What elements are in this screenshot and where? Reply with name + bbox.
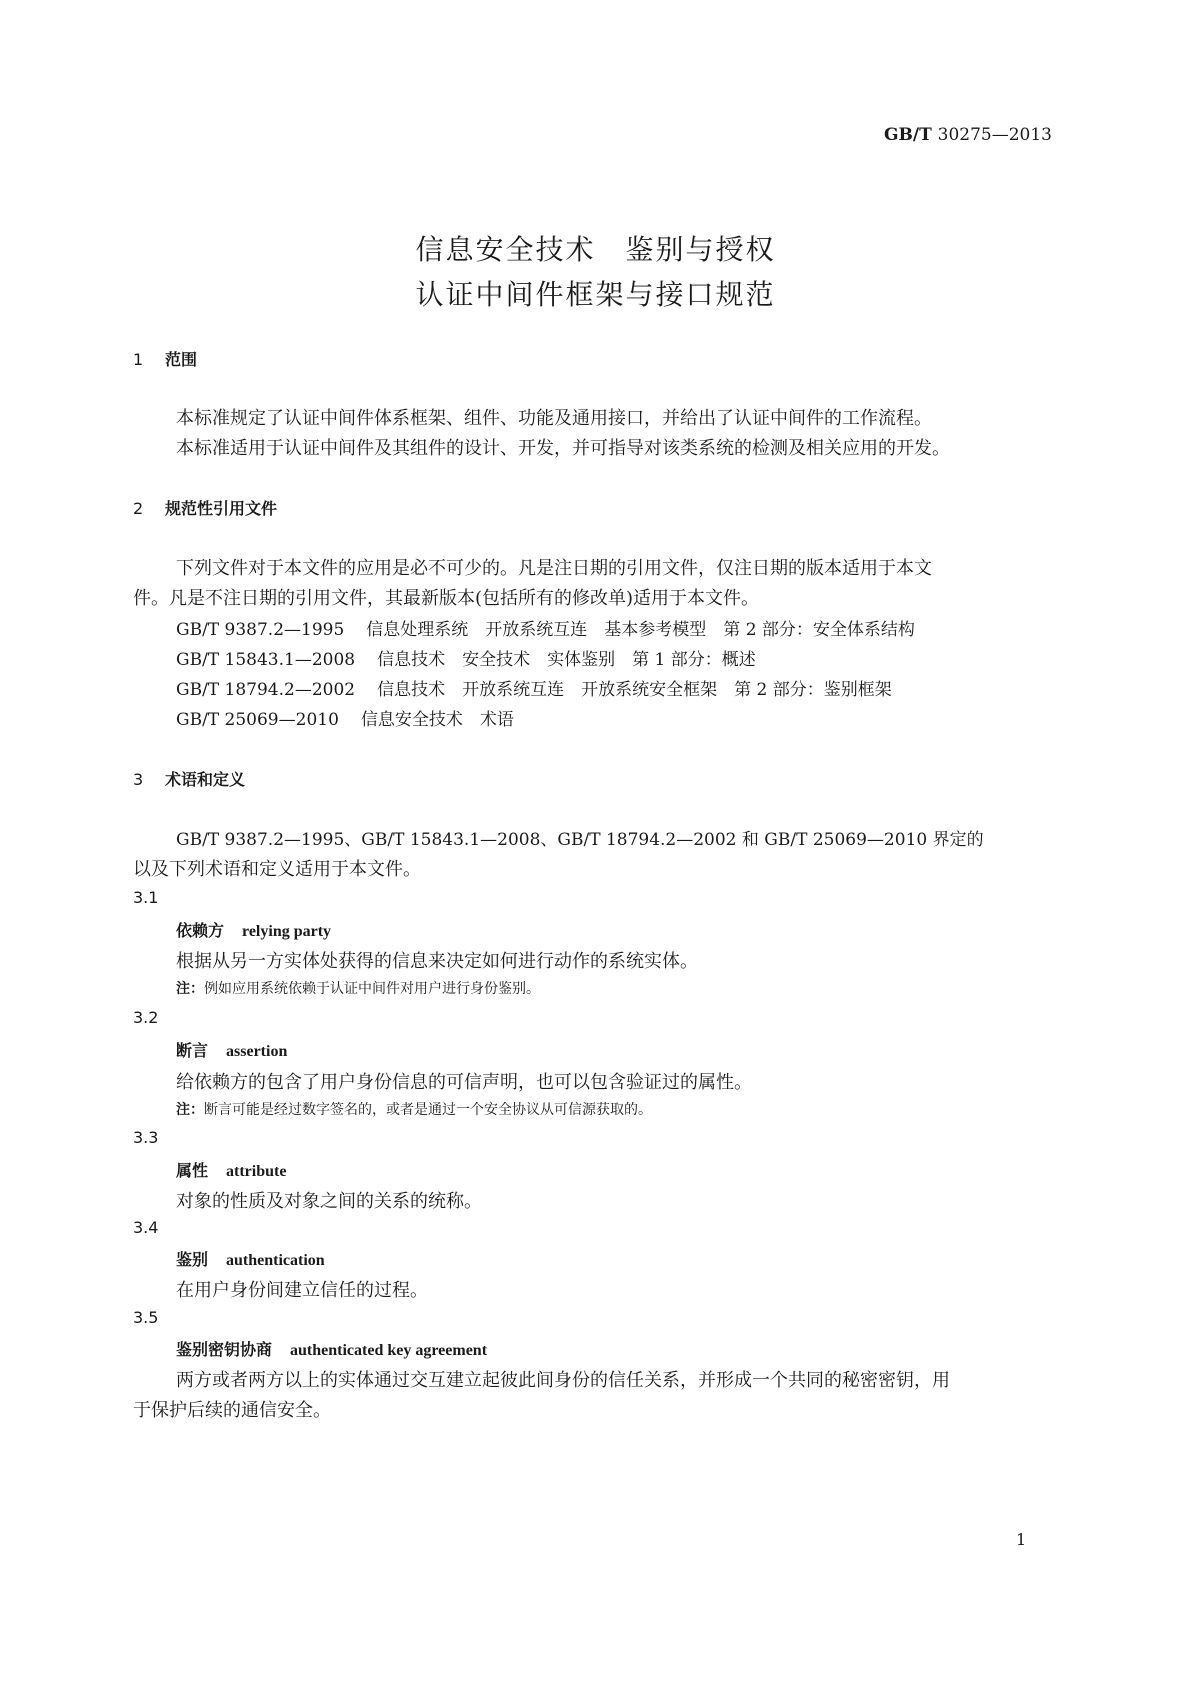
standard-code: [884, 125, 1052, 145]
term-zh: 依赖方: [176, 921, 225, 940]
term-en: authenticated key agreement: [290, 1342, 488, 1359]
standard-number: 30275—2013: [937, 125, 1052, 145]
note-label: 注：: [176, 1102, 204, 1118]
term-number: 3.2: [133, 1008, 159, 1027]
term-heading: [176, 1247, 325, 1270]
paragraph: 本标准规定了认证中间件体系框架、组件、功能及通用接口，并给出了认证中间件的工作流程。: [176, 408, 932, 429]
reference-item: [176, 705, 514, 730]
reference-title: 信息处理系统 开放系统互连 基本参考模型 第 2 部分：安全体系结构: [366, 620, 915, 640]
term-en: attribute: [226, 1163, 287, 1180]
standard-prefix: GB/T: [883, 125, 932, 145]
document-title-line-2: 认证中间件框架与接口规范: [415, 278, 776, 311]
term-en: assertion: [226, 1043, 288, 1060]
term-heading: [176, 918, 331, 941]
term-definition: 根据从另一方实体处获得的信息来决定如何进行动作的系统实体。: [176, 951, 698, 972]
reference-code: GB/T 15843.1—2008: [176, 650, 356, 670]
term-zh: 属性: [176, 1161, 209, 1180]
reference-item: [176, 645, 756, 670]
term-zh: 断言: [176, 1041, 209, 1060]
term-definition-line: 于保护后续的通信安全。: [133, 1400, 331, 1421]
paragraph-line: GB/T 9387.2—1995、GB/T 15843.1—2008、GB/T 18794.2—2002 和 GB/T 25069—2010 界定的: [176, 830, 984, 850]
section-number: 3: [133, 770, 144, 789]
term-definition: 给依赖方的包含了用户身份信息的可信声明，也可以包含验证过的属性。: [176, 1072, 752, 1093]
term-number: 3.4: [133, 1218, 159, 1237]
reference-title: 信息技术 开放系统互连 开放系统安全框架 第 2 部分：鉴别框架: [377, 680, 892, 700]
section-title: 术语和定义: [165, 770, 246, 789]
term-number: 3.5: [133, 1308, 159, 1327]
document-title-line-1: 信息安全技术 鉴别与授权: [415, 233, 776, 266]
section-3-heading: [133, 767, 245, 790]
section-number: 2: [133, 499, 144, 518]
note-text: 例如应用系统依赖于认证中间件对用户进行身份鉴别。: [204, 981, 540, 997]
section-1-heading: [133, 347, 197, 370]
section-title: 范围: [165, 350, 198, 369]
term-definition: 对象的性质及对象之间的关系的统称。: [176, 1191, 482, 1212]
term-heading: [176, 1337, 487, 1360]
reference-code: GB/T 18794.2—2002: [176, 680, 356, 700]
term-en: authentication: [226, 1252, 325, 1269]
reference-item: [176, 675, 892, 700]
term-heading: [176, 1158, 286, 1181]
reference-title: 信息安全技术 术语: [360, 710, 514, 730]
paragraph-line: 件。凡是不注日期的引用文件，其最新版本(包括所有的修改单)适用于本文件。: [133, 588, 760, 609]
page-number: 1: [1016, 1530, 1027, 1549]
reference-code: GB/T 25069—2010: [176, 710, 339, 730]
note-text: 断言可能是经过数字签名的，或者是通过一个安全协议从可信源获取的。: [204, 1102, 652, 1118]
section-title: 规范性引用文件: [165, 499, 278, 518]
term-zh: 鉴别密钥协商: [176, 1340, 273, 1359]
paragraph: 本标准适用于认证中间件及其组件的设计、开发，并可指导对该类系统的检测及相关应用的开发。: [176, 438, 950, 459]
term-note: [176, 1099, 652, 1119]
paragraph-line: 下列文件对于本文件的应用是必不可少的。凡是注日期的引用文件，仅注日期的版本适用于本文: [176, 558, 932, 579]
term-number: 3.1: [133, 888, 159, 907]
section-number: 1: [133, 350, 144, 369]
reference-title: 信息技术 安全技术 实体鉴别 第 1 部分：概述: [377, 650, 756, 670]
term-zh: 鉴别: [176, 1250, 209, 1269]
term-note: [176, 978, 540, 998]
term-number: 3.3: [133, 1128, 159, 1147]
note-label: 注：: [176, 981, 204, 997]
term-definition-line: 两方或者两方以上的实体通过交互建立起彼此间身份的信任关系，并形成一个共同的秘密密钥，用: [176, 1370, 950, 1391]
section-2-heading: [133, 496, 277, 519]
term-en: relying party: [242, 923, 332, 940]
reference-code: GB/T 9387.2—1995: [176, 620, 345, 640]
paragraph-line: 以及下列术语和定义适用于本文件。: [133, 859, 421, 880]
term-definition: 在用户身份间建立信任的过程。: [176, 1280, 428, 1301]
reference-item: [176, 615, 915, 640]
term-heading: [176, 1038, 287, 1061]
